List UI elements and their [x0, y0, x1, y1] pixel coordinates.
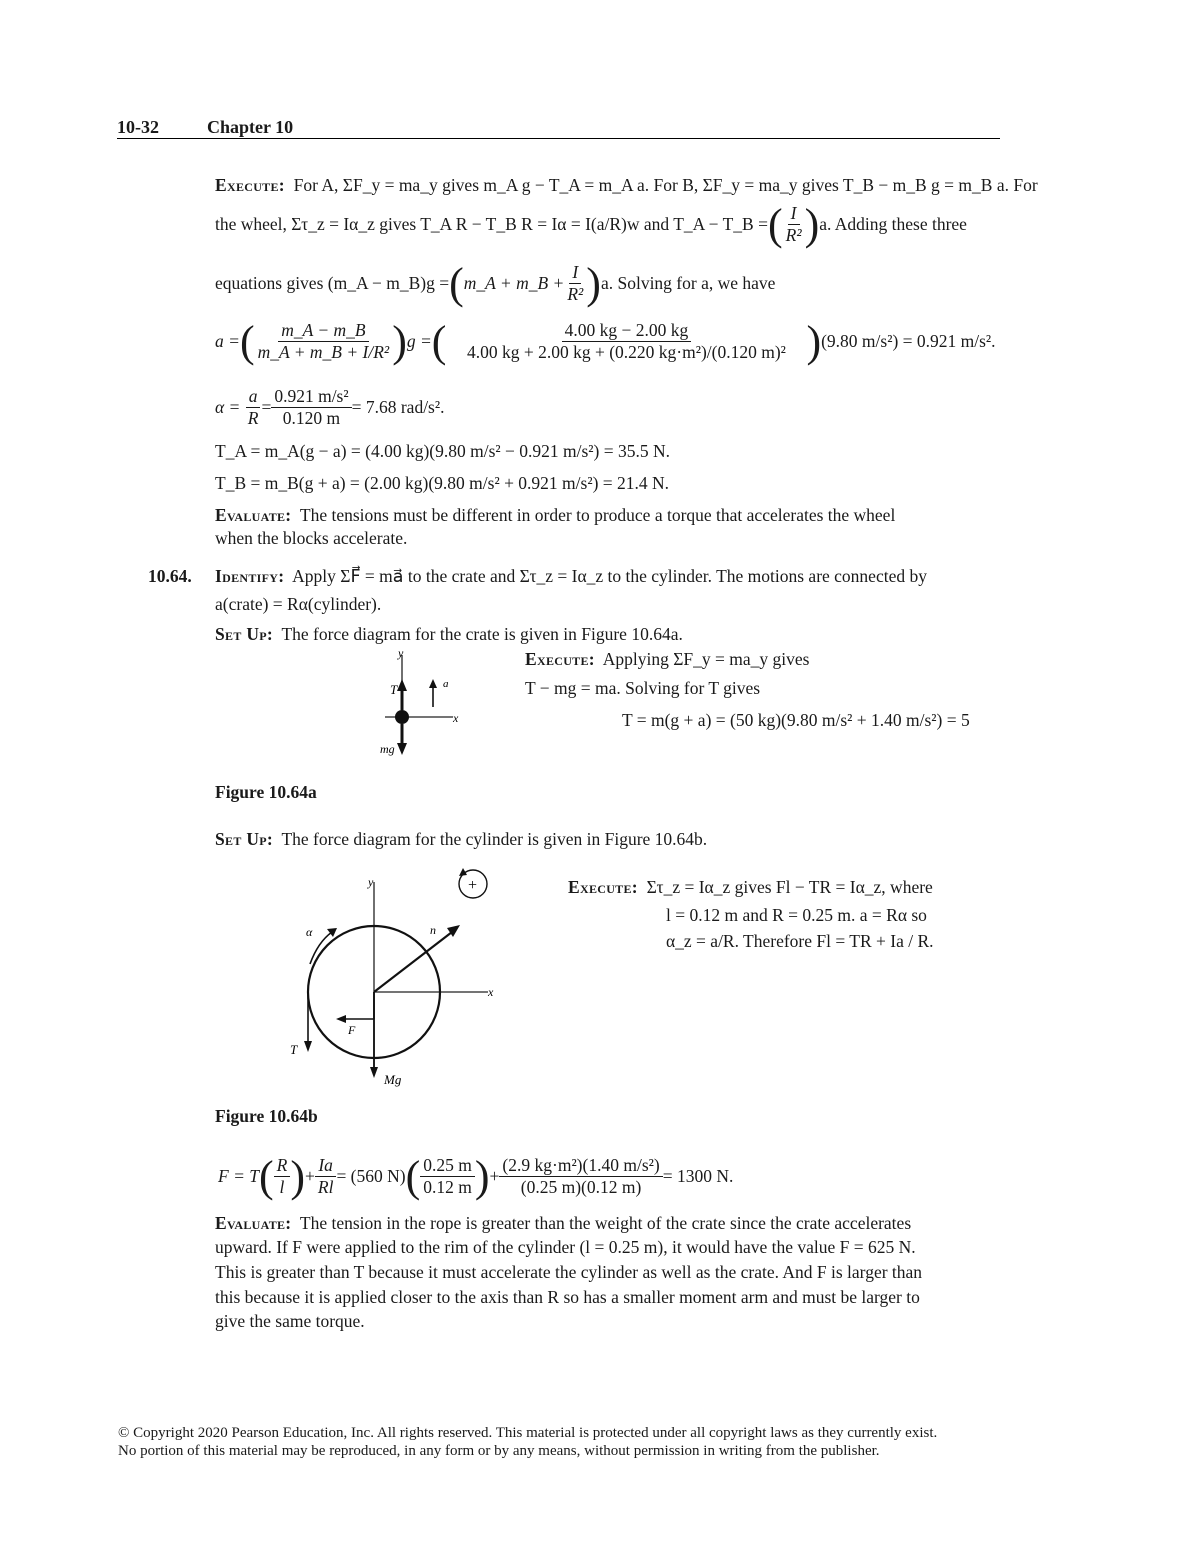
frac-num: 0.921 m/s² — [271, 386, 351, 408]
execute-line-3 — [215, 258, 776, 308]
execute-label: Execute: — [568, 877, 638, 897]
rope-tension-arrowhead — [304, 1041, 312, 1052]
eq-f-plus-2: + — [489, 1166, 500, 1186]
eq-f-fraction-1 — [274, 1155, 291, 1198]
alpha-label: α — [306, 925, 313, 939]
a-label: a — [443, 678, 449, 690]
identify-label: Identify: — [215, 566, 285, 586]
eq-a-fraction-2 — [446, 320, 806, 363]
alpha-arc-icon — [310, 932, 332, 964]
friction-arrowhead — [336, 1015, 346, 1023]
figure-b-caption: Figure 10.64b — [215, 1106, 318, 1126]
paren-close: ) — [392, 316, 407, 366]
evaluate-line-1 — [215, 505, 895, 525]
page-number: 10-32 — [117, 117, 159, 137]
fraction-i-over-r2 — [783, 203, 805, 246]
eq-f-rhs: = 1300 N. — [662, 1166, 734, 1186]
evaluate-line-2: when the blocks accelerate. — [215, 528, 408, 548]
paren-open: ( — [767, 199, 783, 249]
execute-a-line-1 — [525, 649, 809, 669]
fraction-i-over-r2 — [564, 262, 586, 305]
frac-num: (2.9 kg·m²)(1.40 m/s²) — [499, 1155, 662, 1177]
line3-text-a: equations gives (m_A − m_B)g = — [215, 273, 450, 293]
evaluate-b-text-1: The tension in the rope is greater than the weight of the crate since the crate accelerates — [299, 1213, 912, 1233]
setup-label: Set Up: — [215, 624, 274, 644]
mg-label: mg — [380, 742, 395, 756]
problem-number: 10.64. — [148, 566, 192, 586]
eq-f-lhs: F = T — [218, 1166, 259, 1186]
execute-b-text-1: Στ_z = Iα_z gives Fl − TR = Iα_z, where — [646, 877, 933, 897]
frac-den: R² — [785, 225, 802, 245]
frac-num: I — [788, 203, 800, 225]
x-label: x — [488, 985, 494, 999]
paren-open: ( — [258, 1151, 274, 1201]
line3-text-b: a. Solving for a, we have — [600, 273, 776, 293]
copyright-line-1: © Copyright 2020 Pearson Education, Inc. All rights reserved. This material is protected under all copyright laws as they currently exist. — [118, 1425, 938, 1441]
figure-a-caption: Figure 10.64a — [215, 782, 317, 802]
frac-den: Rl — [317, 1177, 334, 1197]
eq-f-fraction-3 — [420, 1155, 475, 1198]
plus-label: + — [468, 877, 478, 894]
frac-den: R — [247, 408, 259, 428]
mg-label: Mg — [384, 1072, 402, 1087]
execute-line-1 — [215, 175, 1038, 195]
equation-ta: T_A = m_A(g − a) = (4.00 kg)(9.80 m/s² − 0.921 m/s²) = 35.5 N. — [215, 441, 671, 461]
line2-text-b: a. Adding these three — [819, 214, 967, 234]
x-label: x — [453, 711, 459, 725]
evaluate-b-line-3: This is greater than T because it must accelerate the cylinder as well as the crate. And F is larger than — [215, 1262, 923, 1282]
figure-10-64a — [370, 645, 480, 760]
eq-alpha-eq: = — [261, 397, 272, 417]
crate-dot — [395, 710, 409, 724]
frac-num: R — [274, 1155, 291, 1177]
paren-open: ( — [405, 1151, 421, 1201]
weight-arrowhead — [370, 1067, 378, 1078]
paren-close: ) — [474, 1151, 490, 1201]
y-label: y — [398, 646, 404, 660]
identify-text-1: Apply ΣF⃗ = ma⃗ to the crate and Στ_z = Iα_z to the cylinder. The motions are connected by — [292, 566, 927, 586]
eq-f-fraction-2 — [315, 1155, 337, 1198]
frac-num: 0.25 m — [420, 1155, 475, 1177]
evaluate-b-line-4: this because it is applied closer to the axis than R so has a smaller moment arm and must be larger to — [215, 1287, 920, 1307]
line3-inner: m_A + m_B + — [463, 273, 565, 293]
execute-label: Execute: — [525, 649, 595, 669]
setup-text-2: The force diagram for the cylinder is given in Figure 10.64b. — [281, 829, 708, 849]
chapter-title: Chapter 10 — [207, 117, 294, 137]
frac-num: Ia — [315, 1155, 336, 1177]
execute-a-line-3: T = m(g + a) = (50 kg)(9.80 m/s² + 1.40 m/s²) = 5 — [622, 710, 970, 730]
t-label: T — [390, 682, 398, 697]
frac-num: 4.00 kg − 2.00 kg — [562, 320, 692, 342]
equation-a — [215, 316, 996, 366]
eq-alpha-rhs: = 7.68 rad/s². — [351, 397, 445, 417]
frac-den: 4.00 kg + 2.00 kg + (0.220 kg·m²)/(0.120 m)² — [466, 342, 786, 362]
eq-f-mid: = (560 N) — [336, 1166, 406, 1186]
paren-close: ) — [806, 316, 822, 366]
execute-b-line-2: l = 0.12 m and R = 0.25 m. a = Rα so — [666, 905, 927, 925]
identify-line-2: a(crate) = Rα(cylinder). — [215, 594, 382, 614]
equation-tb: T_B = m_B(g + a) = (2.00 kg)(9.80 m/s² + 0.921 m/s²) = 21.4 N. — [215, 473, 670, 493]
eq-a-rhs: (9.80 m/s²) = 0.921 m/s². — [821, 331, 996, 351]
execute-b-line-3: α_z = a/R. Therefore Fl = TR + Ia / R. — [666, 931, 934, 951]
eq-a-lhs: a = — [215, 331, 240, 351]
evaluate-label: Evaluate: — [215, 1213, 292, 1233]
frac-den: (0.25 m)(0.12 m) — [520, 1177, 642, 1197]
execute-line-2 — [215, 199, 967, 249]
execute-b-line-1 — [568, 877, 933, 897]
execute-a-text-1: Applying ΣF_y = ma_y gives — [602, 649, 810, 669]
eq-alpha-fraction-1 — [245, 386, 262, 429]
frac-den: l — [279, 1177, 285, 1197]
y-label: y — [368, 875, 374, 889]
evaluate-b-line-2: upward. If F were applied to the rim of the cylinder (l = 0.25 m), it would have the value F = 625 N. — [215, 1237, 916, 1257]
evaluate-b-line-5: give the same torque. — [215, 1311, 365, 1331]
frac-num: a — [246, 386, 261, 408]
eq-f-fraction-4 — [499, 1155, 662, 1198]
copyright-line-2: No portion of this material may be reproduced, in any form or by any means, without permission in writing from the publisher. — [118, 1443, 880, 1459]
accel-arrowhead — [429, 679, 437, 688]
evaluate-b-line-1 — [215, 1213, 911, 1233]
setup-text-1: The force diagram for the crate is given in Figure 10.64a. — [281, 624, 683, 644]
evaluate-label: Evaluate: — [215, 505, 292, 525]
frac-num: m_A − m_B — [278, 320, 368, 342]
frac-den: m_A + m_B + I/R² — [257, 342, 390, 362]
evaluate-text-1: The tensions must be different in order to produce a torque that accelerates the wheel — [299, 505, 896, 525]
setup-line-1 — [215, 624, 683, 644]
paren-close: ) — [290, 1151, 305, 1201]
execute-label: Execute: — [215, 175, 285, 195]
frac-den: 0.120 m — [282, 408, 341, 428]
eq-a-fraction-1 — [255, 320, 393, 363]
frac-den: 0.12 m — [423, 1177, 472, 1197]
n-label: n — [430, 923, 436, 937]
line2-text-a: the wheel, Στ_z = Iα_z gives T_A R − T_B R = Iα = I(a/R)w and T_A − T_B = — [215, 214, 768, 234]
equation-alpha — [215, 386, 445, 429]
weight-arrowhead — [397, 743, 407, 755]
figure-10-64b — [280, 862, 510, 1092]
eq-alpha-fraction-2 — [271, 386, 351, 429]
eq-f-plus-1: + — [305, 1166, 315, 1186]
setup-label: Set Up: — [215, 829, 274, 849]
paren-close: ) — [586, 258, 601, 308]
identify-line-1 — [215, 566, 927, 586]
paren-close: ) — [804, 199, 820, 249]
eq-a-mid: g = — [406, 331, 432, 351]
tension-arrowhead — [397, 679, 407, 691]
frac-den: R² — [567, 284, 584, 304]
equation-f — [218, 1151, 734, 1201]
frac-num: I — [569, 262, 581, 284]
f-label: F — [348, 1023, 356, 1037]
execute-text-1: For A, ΣF_y = ma_y gives m_A g − T_A = m_A a. For B, ΣF_y = ma_y gives T_B − m_B g = m_B a. For — [293, 175, 1038, 195]
paren-open: ( — [431, 316, 447, 366]
eq-alpha-lhs: α = — [215, 397, 241, 417]
execute-a-line-2: T − mg = ma. Solving for T gives — [525, 678, 761, 698]
paren-open: ( — [239, 316, 255, 366]
t-label: T — [290, 1042, 298, 1057]
setup-line-2 — [215, 829, 707, 849]
paren-open: ( — [449, 258, 464, 308]
header-rule — [117, 138, 1000, 139]
